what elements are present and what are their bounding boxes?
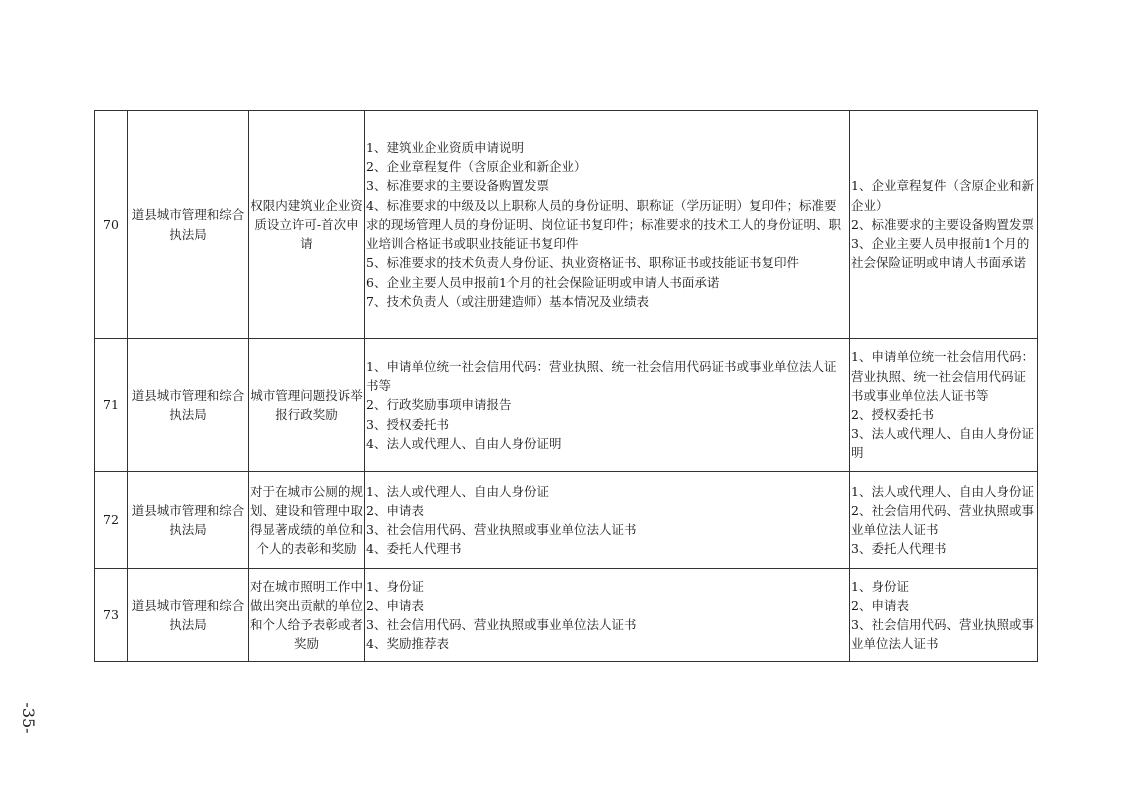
reduced-material-line: 3、委托人代理书 [851,541,947,557]
table-row [95,339,1038,472]
material-line: 4、奖励推荐表 [366,636,449,652]
reduced-materials-cell [850,472,1038,569]
reduced-material-line: 3、企业主要人员申报前1个月的社会保险证明或申请人书面承诺 [851,236,1030,271]
reduced-materials-cell [850,111,1038,339]
reduced-material-line: 1、法人或代理人、自由人身份证 [851,483,1034,499]
reduced-material-line: 1、企业章程复件（含原企业和新企业） [851,178,1034,213]
reduced-material-line: 2、申请表 [851,597,909,613]
material-line: 3、授权委托书 [366,416,449,432]
department-cell: 道县城市管理和综合执法局 [128,569,249,662]
row-number: 72 [95,472,128,569]
service-item-cell: 对在城市照明工作中做出突出贡献的单位和个人给予表彰或者奖励 [249,569,365,662]
material-line: 3、标准要求的主要设备购置发票 [366,178,549,194]
service-item-cell: 权限内建筑业企业资质设立许可-首次申请 [249,111,365,339]
material-line: 3、社会信用代码、营业执照或事业单位法人证书 [366,522,637,537]
reduced-material-line: 2、社会信用代码、营业执照或事业单位法人证书 [851,502,1034,537]
material-line: 5、标准要求的技术负责人身份证、执业资格证书、职称证书或技能证书复印件 [366,255,799,271]
material-line: 1、法人或代理人、自由人身份证 [366,483,549,499]
reduced-material-line: 3、社会信用代码、营业执照或事业单位法人证书 [851,617,1034,652]
material-line: 4、法人或代理人、自由人身份证明 [366,435,562,451]
material-line: 4、委托人代理书 [366,541,462,557]
department-cell: 道县城市管理和综合执法局 [128,339,249,472]
material-line: 4、标准要求的中级及以上职称人员的身份证明、职称证（学历证明）复印件；标准要求的现场管理人员的身份证明、岗位证书复印件；标准要求的技术工人的身份证明、职业培训合格证书或职业技能证书复印件 [366,197,842,252]
required-materials-cell [365,111,850,339]
row-number: 73 [95,569,128,662]
table-row [95,569,1038,662]
service-items-table [94,110,1038,662]
table-row [95,111,1038,339]
reduced-materials-cell [850,339,1038,472]
material-line: 3、社会信用代码、营业执照或事业单位法人证书 [366,617,637,632]
required-materials-cell [365,569,850,662]
reduced-material-line: 2、授权委托书 [851,407,934,422]
row-number: 70 [95,111,128,339]
material-line: 2、企业章程复件（含原企业和新企业） [366,159,587,175]
service-item-cell: 城市管理问题投诉举报行政奖励 [249,339,365,472]
material-line: 7、技术负责人（或注册建造师）基本情况及业绩表 [366,293,649,309]
material-line: 6、企业主要人员申报前1个月的社会保险证明或申请人书面承诺 [366,274,720,290]
material-line: 2、申请表 [366,502,424,518]
reduced-material-line: 2、标准要求的主要设备购置发票 [851,216,1034,232]
page-number: -35- [19,702,38,734]
required-materials-cell [365,472,850,569]
reduced-material-line: 1、申请单位统一社会信用代码：营业执照、统一社会信用代码证书或事业单位法人证书等 [851,349,1034,403]
service-item-cell: 对于在城市公厕的规划、建设和管理中取得显著成绩的单位和个人的表彰和奖励 [249,472,365,569]
department-cell: 道县城市管理和综合执法局 [128,111,249,339]
material-line: 1、身份证 [366,578,424,594]
reduced-materials-cell [850,569,1038,662]
material-line: 1、申请单位统一社会信用代码：营业执照、统一社会信用代码证书或事业单位法人证书等 [366,358,837,394]
table-row [95,472,1038,569]
department-cell: 道县城市管理和综合执法局 [128,472,249,569]
material-line: 2、申请表 [366,597,424,613]
row-number: 71 [95,339,128,472]
reduced-material-line: 3、法人或代理人、自由人身份证明 [851,426,1034,461]
material-line: 1、建筑业企业资质申请说明 [366,140,524,156]
material-line: 2、行政奖励事项申请报告 [366,397,512,413]
required-materials-cell [365,339,850,472]
reduced-material-line: 1、身份证 [851,578,909,594]
